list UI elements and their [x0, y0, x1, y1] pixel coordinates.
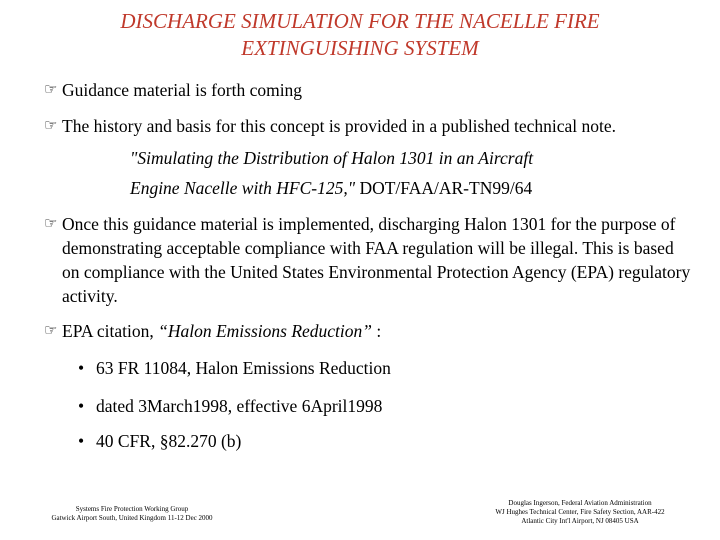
pointing-hand-icon: ☞ [44, 323, 58, 339]
citation-report-number: DOT/FAA/AR-TN99/64 [355, 178, 533, 198]
bullet-text: Guidance material is forth coming [62, 80, 303, 100]
sub-bullet-text: 63 FR 11084, Halon Emissions Reduction [96, 358, 391, 378]
slide-title-line-2: EXTINGUISHING SYSTEM [241, 36, 479, 60]
pointing-hand-icon: ☞ [44, 216, 58, 232]
bullet-text-prefix: EPA citation, [62, 321, 159, 341]
bullet-text: The history and basis for this concept is provided in a published technical note. [62, 116, 617, 136]
technical-note-citation [130, 143, 690, 203]
bullet-text-italic: “Halon Emissions Reduction” [158, 321, 373, 341]
bullet-history [44, 114, 704, 138]
bullet-guidance [44, 78, 704, 102]
bullet-epa-citation [44, 319, 704, 343]
footer-right-line-2: WJ Hughes Technical Center, Fire Safety Section, AAR-422 [495, 508, 665, 516]
sub-bullet-text: dated 3March1998, effective 6April1998 [96, 396, 383, 416]
sub-bullet-item [78, 394, 382, 418]
citation-title-line-2: Engine Nacelle with HFC-125," [130, 178, 356, 198]
sub-bullet-text: 40 CFR, §82.270 (b) [96, 431, 242, 451]
bullet-dot-icon: • [78, 396, 85, 416]
footer-right [450, 499, 710, 526]
footer-left [22, 505, 242, 523]
footer-left-line-1: Systems Fire Protection Working Group [75, 505, 189, 513]
bullet-text: Once this guidance material is implemented, discharging Halon 1301 for the purpose of demonstrating acceptable compliance with FAA regulation will be illegal. This is based on compliance with the United States Environmental Protection Agency (EPA) regulatory activity. [62, 214, 691, 306]
pointing-hand-icon: ☞ [44, 118, 58, 134]
bullet-dot-icon: • [78, 431, 85, 451]
footer-left-line-2: Gatwick Airport South, United Kingdom 11-12 Dec 2000 [51, 514, 213, 522]
footer-right-line-3: Atlantic City Int'l Airport, NJ 08405 USA [521, 517, 639, 525]
bullet-text [44, 319, 704, 343]
pointing-hand-icon: ☞ [44, 82, 58, 98]
bullet-text-suffix: : [372, 321, 382, 341]
bullet-dot-icon: • [78, 358, 85, 378]
citation-title-line-1: "Simulating the Distribution of Halon 1301 in an Aircraft [130, 148, 534, 168]
slide-title-line-1: DISCHARGE SIMULATION FOR THE NACELLE FIRE [120, 9, 600, 33]
slide-title [0, 8, 720, 62]
sub-bullet-item [78, 429, 241, 453]
footer-right-line-1: Douglas Ingerson, Federal Aviation Administration [508, 499, 652, 507]
bullet-implementation [44, 212, 694, 308]
sub-bullet-item [78, 356, 391, 380]
